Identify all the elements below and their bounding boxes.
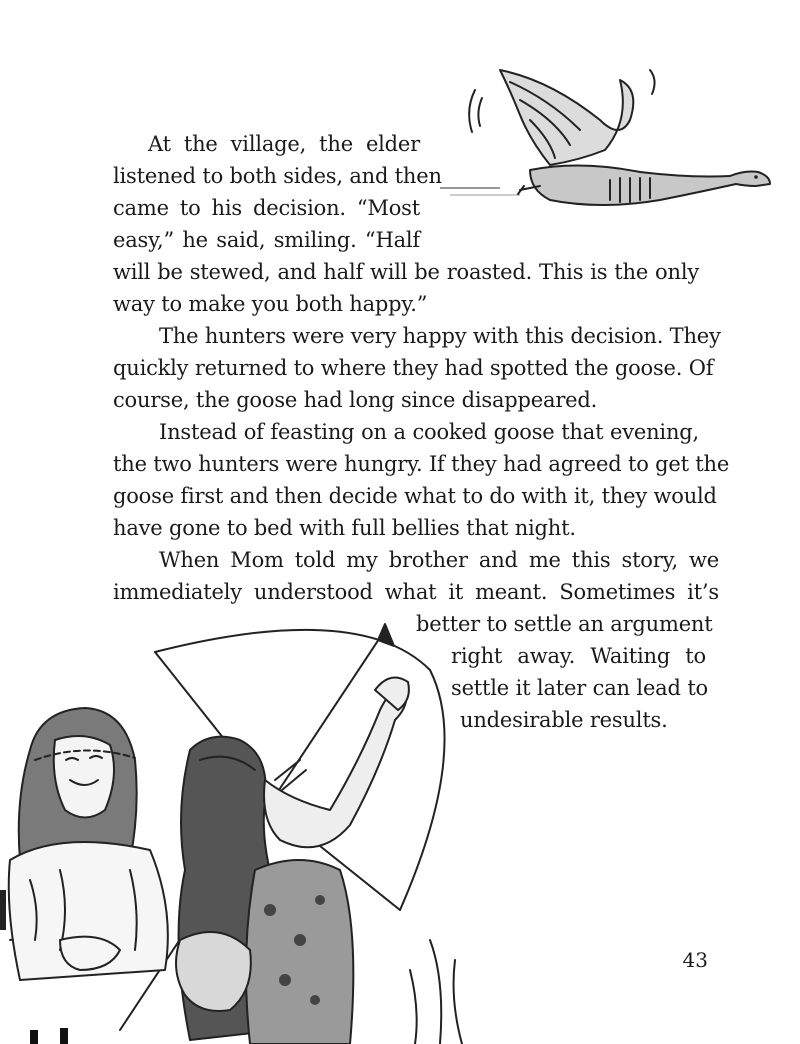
text-line: came to his decision. “Most xyxy=(113,196,420,220)
text-line: When Mom told my brother and me this story, we xyxy=(159,548,719,572)
text-line: settle it later can lead to xyxy=(451,676,708,700)
flying-goose-illustration xyxy=(430,60,790,220)
text-line: right away. Waiting to xyxy=(451,644,706,668)
text-line: the two hunters were hungry. If they had agreed to get the xyxy=(113,452,730,476)
page-number: 43 xyxy=(682,948,708,972)
text-line: will be stewed, and half will be roasted. This is the only xyxy=(113,260,699,284)
text-line: quickly returned to where they had spotted the goose. Of xyxy=(113,356,714,380)
text-line: immediately understood what it meant. Sometimes it’s xyxy=(113,580,719,604)
text-line: better to settle an argument xyxy=(416,612,713,636)
text-line: course, the goose had long since disappeared. xyxy=(113,388,598,412)
text-line: easy,” he said, smiling. “Half xyxy=(113,228,420,252)
text-line: goose first and then decide what to do with it, they would xyxy=(113,484,717,508)
text-line: At the village, the elder xyxy=(148,132,420,156)
text-line: way to make you both happy.” xyxy=(113,292,428,316)
text-line: undesirable results. xyxy=(460,708,668,732)
text-line: have gone to bed with full bellies that night. xyxy=(113,516,576,540)
text-line: listened to both sides, and then xyxy=(113,164,442,188)
two-hunters-with-bow-illustration xyxy=(0,610,480,1044)
text-line: The hunters were very happy with this decision. They xyxy=(159,324,721,348)
text-line: Instead of feasting on a cooked goose that evening, xyxy=(159,420,699,444)
